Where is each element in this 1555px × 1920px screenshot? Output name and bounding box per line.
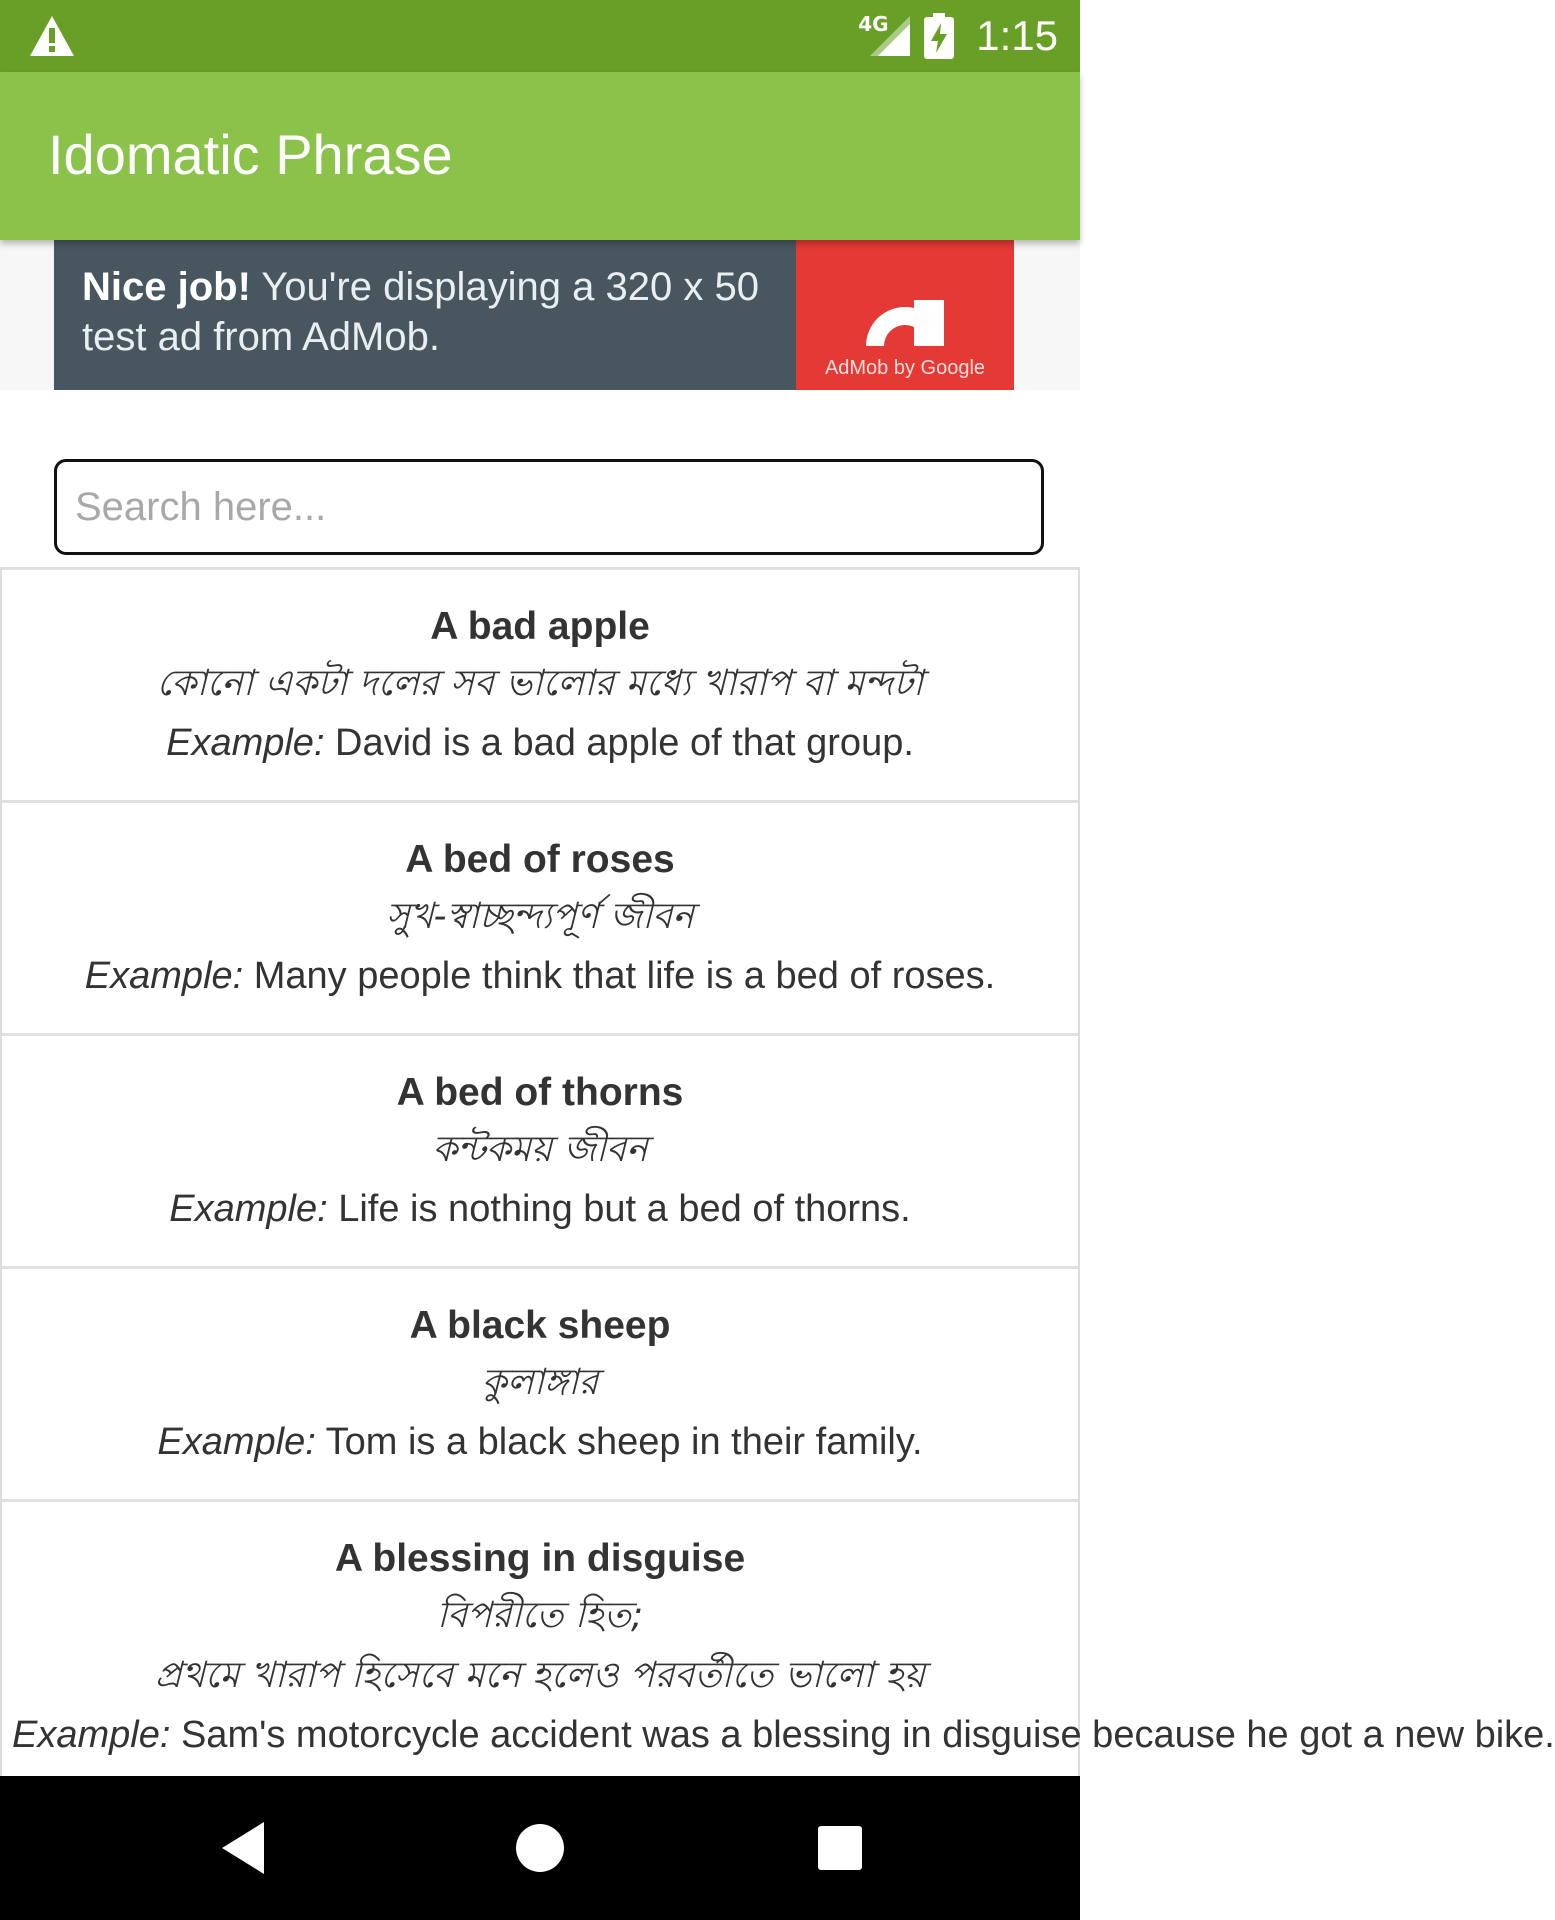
search-input[interactable] [54,459,1044,555]
phrase-meaning: কন্টকময় জীবন [432,1129,648,1170]
warning-icon [28,14,76,58]
example-text: Many people think that life is a bed of roses. [243,955,996,997]
phrase-example [12,947,1068,1005]
phrase-title: A blessing in disguise [334,1537,746,1580]
battery-charging-icon [924,13,954,59]
app-title: Idomatic Phrase [48,123,453,186]
app-bar [0,72,1080,240]
phrase-meaning: কোনো একটা দলের সব ভালোর মধ্যে খারাপ বা মন্দটা [156,663,924,704]
ad-banner[interactable] [54,240,1014,390]
network-type-label: 4G [858,12,889,36]
phrase-meaning: প্রথমে খারাপ হিসেবে মনে হলেও পরবর্তীতে ভালো হয় [154,1655,926,1696]
network-indicator [858,12,910,60]
phrase-meaning: সুখ-স্বাচ্ছন্দ্যপূর্ণ জীবন [386,896,694,937]
example-text: David is a bad apple of that group. [324,722,914,764]
phrase-list[interactable] [0,567,1555,1776]
ad-strong-text: Nice job! [82,265,251,309]
phrase-meaning: বিপরীতে হিত; [436,1595,644,1636]
phrase-meaning: কুলাঙ্গার [481,1362,599,1403]
ad-container [0,240,1080,390]
admob-brand-label: AdMob by Google [824,357,986,379]
example-text: Tom is a black sheep in their family. [315,1421,923,1463]
ad-brand-panel [796,240,1014,390]
example-text: Life is nothing but a bed of thorns. [327,1188,911,1230]
navigation-bar [0,1776,1080,1920]
example-label: Example: [166,722,325,764]
ad-text [82,262,802,362]
status-icons [858,0,1058,72]
phrase-card[interactable] [2,567,1078,803]
home-icon[interactable] [508,1816,572,1880]
back-icon[interactable] [214,1816,278,1880]
recents-icon[interactable] [808,1816,872,1880]
phrase-example [12,714,1068,772]
phrase-card[interactable] [2,1269,1078,1502]
phrase-title: A bed of roses [405,838,675,881]
example-label: Example: [12,1714,171,1756]
example-text: Sam's motorcycle accident was a blessing in disguise because he got a new bike. [170,1714,1555,1756]
phrase-title: A bed of thorns [396,1071,684,1114]
phrase-title: A bad apple [430,605,650,648]
ad-body-text: You're displaying a 320 x 50 test ad from AdMob. [82,265,759,359]
admob-logo-icon [858,260,952,354]
example-label: Example: [84,955,244,997]
phrase-card[interactable] [2,803,1078,1036]
phrase-example [12,1180,1068,1238]
phrase-card[interactable] [2,1036,1078,1269]
phrase-card[interactable] [2,1502,1555,1795]
example-label: Example: [157,1421,316,1463]
signal-icon [870,16,910,56]
example-label: Example: [169,1188,328,1230]
status-time: 1:15 [976,12,1058,59]
status-bar [0,0,1080,72]
phrase-title: A black sheep [409,1304,671,1347]
phrase-example [12,1413,1068,1471]
phrase-example [12,1706,1555,1764]
